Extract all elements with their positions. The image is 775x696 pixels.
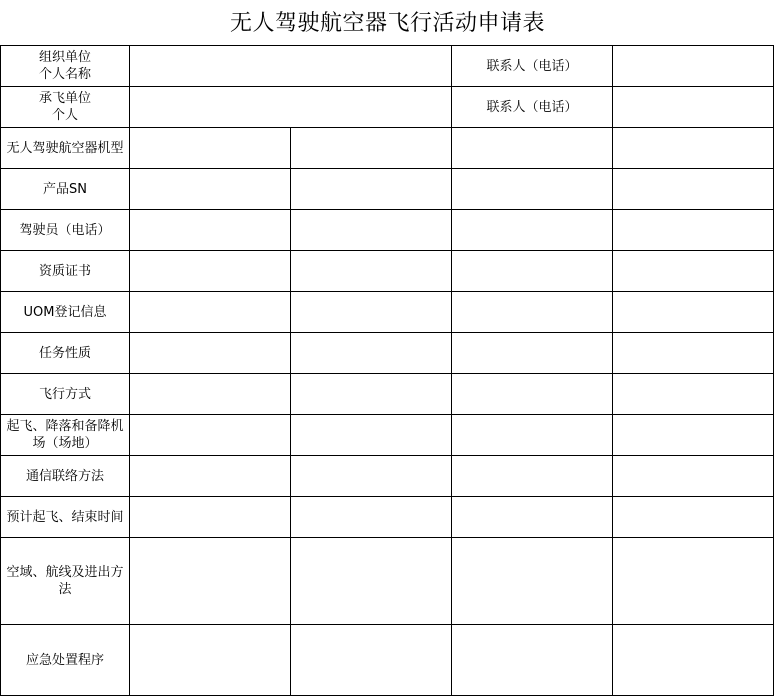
- input-cell[interactable]: [291, 169, 452, 210]
- input-cell[interactable]: [130, 415, 291, 456]
- row-label-schedule: 预计起飞、结束时间: [1, 497, 130, 538]
- input-cell[interactable]: [291, 251, 452, 292]
- input-cell[interactable]: [291, 415, 452, 456]
- carrier-label-line2: 个人: [51, 108, 78, 123]
- org-value-cell[interactable]: [130, 46, 452, 87]
- row-label-uom-info: UOM登记信息: [1, 292, 130, 333]
- input-cell[interactable]: [613, 374, 774, 415]
- org-row: [1, 46, 774, 87]
- input-cell[interactable]: [452, 456, 613, 497]
- row-label-aircraft-model: 无人驾驶航空器机型: [1, 128, 130, 169]
- org-contact-value-cell[interactable]: [613, 46, 774, 87]
- input-cell[interactable]: [613, 128, 774, 169]
- row-label-airfields: 起飞、降落和备降机场（场地）: [1, 415, 130, 456]
- form-row-pilot-phone: [1, 210, 774, 251]
- form-row-airfields: [1, 415, 774, 456]
- form-row-uom-info: [1, 292, 774, 333]
- application-form-table: [0, 45, 774, 696]
- input-cell[interactable]: [130, 128, 291, 169]
- input-cell[interactable]: [452, 497, 613, 538]
- input-cell[interactable]: [452, 169, 613, 210]
- input-cell[interactable]: [452, 415, 613, 456]
- carrier-label: [1, 87, 130, 128]
- row-label-emergency: 应急处置程序: [1, 625, 130, 696]
- row-label-airspace: 空域、航线及进出方法: [1, 538, 130, 625]
- contact-label-org: 联系人（电话）: [452, 46, 613, 87]
- input-cell[interactable]: [130, 497, 291, 538]
- form-row-emergency: [1, 625, 774, 696]
- input-cell[interactable]: [130, 210, 291, 251]
- carrier-value-cell[interactable]: [130, 87, 452, 128]
- org-label-line2: 个人名称: [38, 67, 91, 82]
- row-label-mission-type: 任务性质: [1, 333, 130, 374]
- form-row-mission-type: [1, 333, 774, 374]
- form-title: 无人驾驶航空器飞行活动申请表: [229, 11, 545, 36]
- row-label-product-sn: 产品SN: [1, 169, 130, 210]
- input-cell[interactable]: [130, 251, 291, 292]
- form-title-bar: [0, 0, 775, 45]
- input-cell[interactable]: [613, 292, 774, 333]
- input-cell[interactable]: [130, 292, 291, 333]
- input-cell[interactable]: [130, 538, 291, 625]
- row-label-flight-mode: 飞行方式: [1, 374, 130, 415]
- row-label-pilot-phone: 驾驶员（电话）: [1, 210, 130, 251]
- input-cell[interactable]: [613, 333, 774, 374]
- form-row-communication: [1, 456, 774, 497]
- input-cell[interactable]: [291, 456, 452, 497]
- input-cell[interactable]: [452, 333, 613, 374]
- input-cell[interactable]: [452, 538, 613, 625]
- input-cell[interactable]: [130, 625, 291, 696]
- input-cell[interactable]: [613, 210, 774, 251]
- input-cell[interactable]: [452, 374, 613, 415]
- input-cell[interactable]: [613, 538, 774, 625]
- input-cell[interactable]: [130, 374, 291, 415]
- carrier-label-line1: 承飞单位: [38, 91, 91, 106]
- input-cell[interactable]: [291, 538, 452, 625]
- form-row-schedule: [1, 497, 774, 538]
- carrier-contact-value-cell[interactable]: [613, 87, 774, 128]
- input-cell[interactable]: [291, 292, 452, 333]
- input-cell[interactable]: [291, 128, 452, 169]
- input-cell[interactable]: [130, 456, 291, 497]
- input-cell[interactable]: [291, 210, 452, 251]
- input-cell[interactable]: [613, 415, 774, 456]
- form-row-airspace: [1, 538, 774, 625]
- input-cell[interactable]: [291, 333, 452, 374]
- input-cell[interactable]: [291, 374, 452, 415]
- input-cell[interactable]: [613, 169, 774, 210]
- input-cell[interactable]: [291, 625, 452, 696]
- form-row-flight-mode: [1, 374, 774, 415]
- input-cell[interactable]: [613, 497, 774, 538]
- row-label-communication: 通信联络方法: [1, 456, 130, 497]
- input-cell[interactable]: [452, 210, 613, 251]
- input-cell[interactable]: [452, 292, 613, 333]
- input-cell[interactable]: [452, 251, 613, 292]
- input-cell[interactable]: [452, 625, 613, 696]
- contact-label-carrier: 联系人（电话）: [452, 87, 613, 128]
- input-cell[interactable]: [613, 625, 774, 696]
- input-cell[interactable]: [613, 251, 774, 292]
- form-row-certificate: [1, 251, 774, 292]
- org-label: [1, 46, 130, 87]
- input-cell[interactable]: [291, 497, 452, 538]
- input-cell[interactable]: [130, 333, 291, 374]
- input-cell[interactable]: [130, 169, 291, 210]
- input-cell[interactable]: [452, 128, 613, 169]
- form-row-aircraft-model: [1, 128, 774, 169]
- carrier-row: [1, 87, 774, 128]
- input-cell[interactable]: [613, 456, 774, 497]
- org-label-line1: 组织单位: [38, 50, 91, 65]
- form-row-product-sn: [1, 169, 774, 210]
- row-label-certificate: 资质证书: [1, 251, 130, 292]
